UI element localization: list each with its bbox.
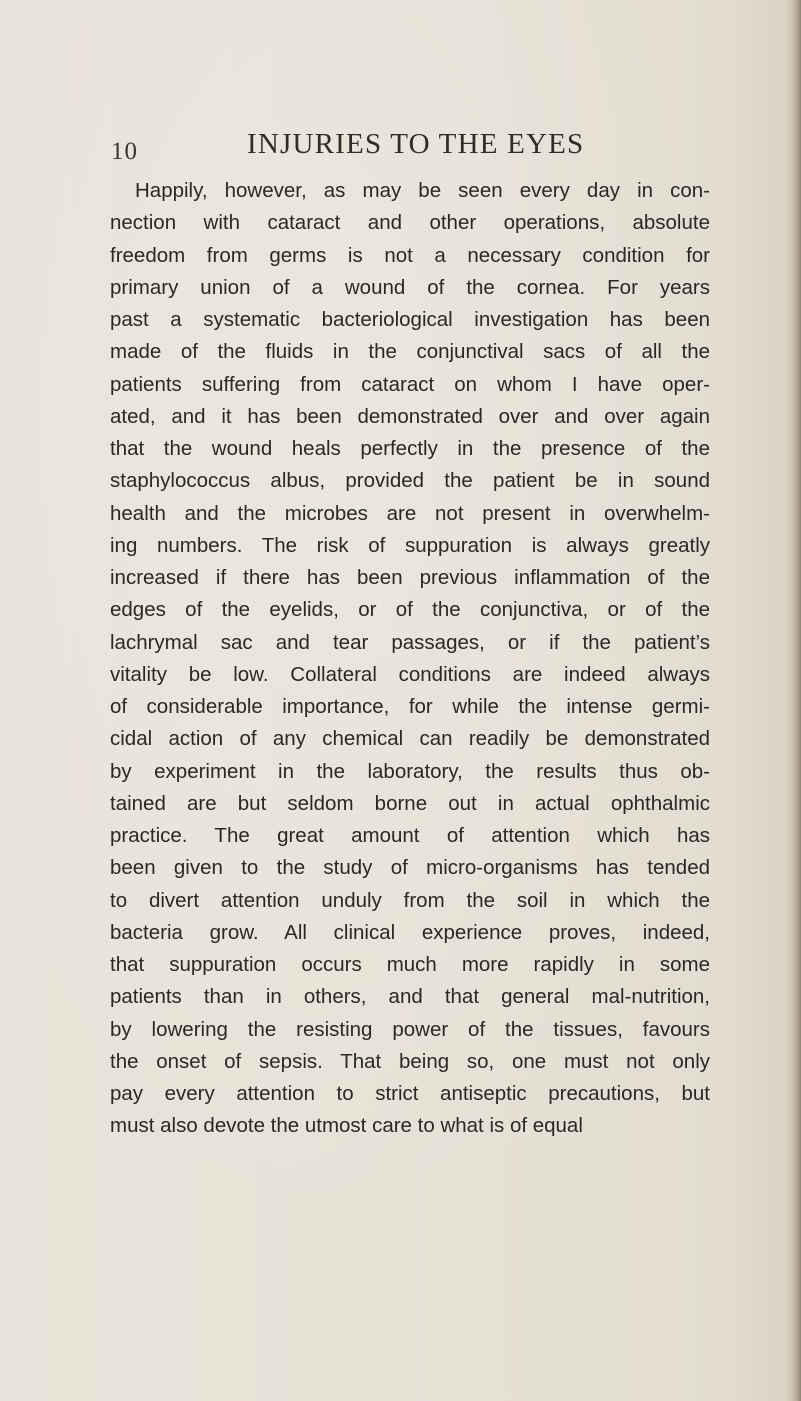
text-line: nection with cataract and other operations, absolute [110,211,710,235]
text-line: ated, and it has been demonstrated over and over again [110,404,710,428]
text-line: health and the microbes are not present in overwhelm- [110,501,710,525]
text-line: the onset of sepsis. That being so, one must not only [110,1049,710,1073]
text-line: Happily, however, as may be seen every day in con- [135,179,710,202]
running-head: INJURIES TO THE EYES [247,128,585,160]
page-number: 10 [111,138,138,165]
text-line: by lowering the resisting power of the tissues, favours [110,1017,710,1041]
text-line: lachrymal sac and tear passages, or if the patient’s [110,630,710,654]
text-line: past a systematic bacteriological investigation has been [110,308,710,331]
text-line: by experiment in the laboratory, the results thus ob- [110,759,710,783]
text-line: patients than in others, and that general mal-nutrition, [110,985,710,1009]
text-line: that suppuration occurs much more rapidly in some [110,953,710,976]
text-line: cidal action of any chemical can readily be demonstrated [110,727,710,751]
text-line: to divert attention unduly from the soil in which the [110,888,710,912]
text-line: increased if there has been previous inflammation of the [110,566,710,589]
text-line: that the wound heals perfectly in the presence of the [110,437,710,460]
text-line: bacteria grow. All clinical experience proves, indeed, [110,920,710,944]
text-line: edges of the eyelids, or of the conjunctiva, or of the [110,598,710,622]
text-line: freedom from germs is not a necessary condition for [110,243,710,267]
text-line: been given to the study of micro-organisms has tended [110,856,710,880]
text-line: ing numbers. The risk of suppuration is always greatly [110,533,710,557]
text-line: vitality be low. Collateral conditions are indeed always [110,662,710,686]
text-line: must also devote the utmost care to what is of equal [110,1114,583,1138]
text-line: practice. The great amount of attention which has [110,824,710,847]
text-line: primary union of a wound of the cornea. For years [110,275,710,299]
text-line: of considerable importance, for while the intense germi- [110,695,710,718]
text-line: made of the fluids in the conjunctival sacs of all the [110,340,710,364]
page-edge-shadow [785,0,801,1401]
text-line: pay every attention to strict antiseptic precautions, but [110,1082,710,1105]
text-line: staphylococcus albus, provided the patient be in sound [110,469,710,493]
body-paragraph [110,175,710,1143]
text-line: patients suffering from cataract on whom I have oper- [110,372,710,396]
text-line: tained are but seldom borne out in actual ophthalmic [110,791,710,815]
